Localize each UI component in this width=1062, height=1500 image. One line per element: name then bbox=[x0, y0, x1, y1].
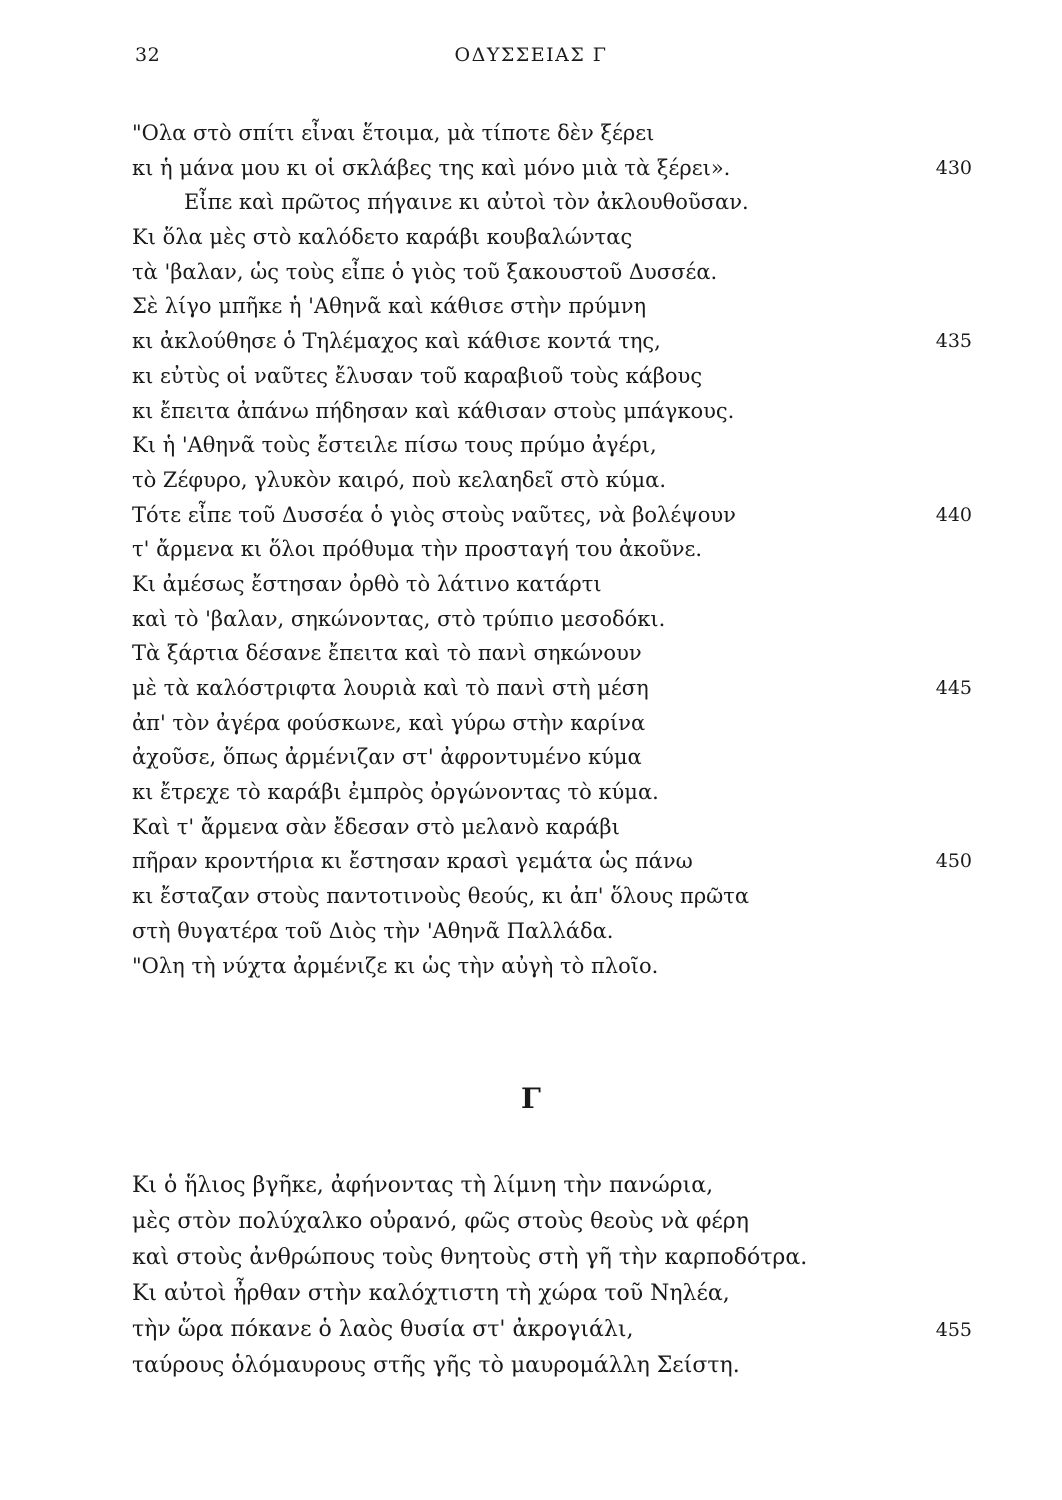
verse-text: μὲς στὸν πολύχαλκο οὐρανό, φῶς στοὺς θεοὺς νὰ φέρη bbox=[132, 1209, 749, 1234]
verse-text: Εἶπε καὶ πρῶτος πήγαινε κι αὐτοὶ τὸν ἀκλουθοῦσαν. bbox=[184, 190, 749, 215]
page-number: 32 bbox=[135, 44, 161, 66]
verse-text: τὸ Ζέφυρο, γλυκὸν καιρό, ποὺ κελαηδεῖ στὸ κύμα. bbox=[132, 467, 666, 492]
verse-text: "Ολη τὴ νύχτα ἀρμένιζε κι ὡς τὴν αὐγὴ τὸ πλοῖο. bbox=[132, 953, 659, 978]
verse-text: κι ἡ μάνα μου κι οἱ σκλάβες της καὶ μόνο μιὰ τὰ ξέρει». bbox=[132, 155, 731, 180]
verse-text: καὶ τὸ 'βαλαν, σηκώνοντας, στὸ τρύπιο μεσοδόκι. bbox=[132, 606, 666, 631]
verse-line bbox=[132, 914, 972, 949]
verse-text: ἀπ' τὸν ἀγέρα φούσκωνε, καὶ γύρω στὴν καρίνα bbox=[132, 710, 646, 735]
line-number: 440 bbox=[935, 503, 972, 526]
verse-text: κι ἔπειτα ἀπάνω πήδησαν καὶ κάθισαν στοὺς μπάγκους. bbox=[132, 398, 735, 423]
verse-line bbox=[132, 428, 972, 463]
verse-text: Κι ἡ 'Αθηνᾶ τοὺς ἔστειλε πίσω τους πρύμο ἀγέρι, bbox=[132, 433, 657, 458]
verse-line bbox=[132, 1312, 972, 1348]
verse-text: στὴ θυγατέρα τοῦ Διὸς τὴν 'Αθηνᾶ Παλλάδα. bbox=[132, 918, 614, 943]
book-heading: Γ bbox=[521, 1082, 541, 1115]
verse-text: πῆραν κροντήρια κι ἔστησαν κρασὶ γεμάτα ὡς πάνω bbox=[132, 849, 693, 874]
verse-line bbox=[132, 394, 972, 429]
verse-line bbox=[132, 775, 972, 810]
line-number: 445 bbox=[935, 677, 972, 699]
verse-text: κι ἔσταζαν στοὺς παντοτινοὺς θεούς, κι ἀπ' ὅλους πρῶτα bbox=[132, 884, 750, 909]
running-title: ΟΔΥΣΣΕΙΑΣ Γ bbox=[454, 44, 608, 66]
verse-line bbox=[132, 636, 972, 671]
verse-text: τὰ 'βαλαν, ὡς τοὺς εἶπε ὁ γιὸς τοῦ ξακουστοῦ Δυσσέα. bbox=[132, 259, 718, 284]
verse-text: Κι ἀμέσως ἔστησαν ὀρθὸ τὸ λάτινο κατάρτι bbox=[132, 571, 602, 596]
verse-line bbox=[132, 220, 972, 255]
verse-line bbox=[132, 844, 972, 879]
verse-line bbox=[132, 1240, 972, 1276]
line-number: 455 bbox=[935, 1319, 972, 1341]
verse-text: κι ἀκλούθησε ὁ Τηλέμαχος καὶ κάθισε κοντά της, bbox=[132, 329, 661, 354]
verse-text: Τὰ ξάρτια δέσανε ἔπειτα καὶ τὸ πανὶ σηκώνουν bbox=[132, 641, 642, 666]
verse-block-1 bbox=[132, 116, 972, 983]
verse-line bbox=[132, 532, 972, 567]
verse-line bbox=[132, 324, 972, 359]
verse-block-2 bbox=[132, 1168, 972, 1384]
verse-line bbox=[132, 949, 972, 984]
verse-text: καὶ στοὺς ἀνθρώπους τοὺς θνητοὺς στὴ γῆ τὴν καρποδότρα. bbox=[132, 1245, 808, 1270]
verse-line bbox=[132, 255, 972, 290]
verse-line bbox=[132, 116, 972, 151]
line-number: 430 bbox=[935, 156, 972, 179]
verse-line bbox=[132, 706, 972, 741]
verse-text: Κι αὐτοὶ ἦρθαν στὴν καλόχτιστη τὴ χώρα τοῦ Νηλέα, bbox=[132, 1281, 730, 1306]
verse-line bbox=[132, 359, 972, 394]
verse-line bbox=[132, 463, 972, 498]
verse-line bbox=[132, 151, 972, 186]
verse-text: ἀχοῦσε, ὅπως ἀρμένιζαν στ' ἀφροντυμένο κύμα bbox=[132, 745, 642, 770]
verse-line bbox=[132, 1204, 972, 1240]
verse-line bbox=[132, 810, 972, 845]
verse-line bbox=[132, 602, 972, 637]
verse-text: Καὶ τ' ἄρμενα σὰν ἔδεσαν στὸ μελανὸ καράβι bbox=[132, 814, 620, 839]
verse-line bbox=[132, 289, 972, 324]
verse-text: κι ἔτρεχε τὸ καράβι ἐμπρὸς ὀργώνοντας τὸ κύμα. bbox=[132, 780, 659, 805]
verse-line bbox=[132, 671, 972, 706]
verse-line bbox=[132, 498, 972, 533]
verse-text: ταύρους ὁλόμαυρους στῆς γῆς τὸ μαυρομάλλη Σείστη. bbox=[132, 1353, 740, 1378]
line-number: 435 bbox=[935, 330, 972, 353]
verse-text: μὲ τὰ καλόστριφτα λουριὰ καὶ τὸ πανὶ στὴ μέση bbox=[132, 676, 649, 700]
verse-text: τὴν ὥρα πόκανε ὁ λαὸς θυσία στ' ἀκρογιάλι, bbox=[132, 1317, 634, 1342]
verse-line bbox=[132, 1168, 972, 1204]
verse-line bbox=[132, 185, 972, 220]
verse-text: κι εὐτὺς οἱ ναῦτες ἔλυσαν τοῦ καραβιοῦ τοὺς κάβους bbox=[132, 363, 703, 388]
verse-text: τ' ἄρμενα κι ὅλοι πρόθυμα τὴν προσταγή του ἀκοῦνε. bbox=[132, 537, 703, 562]
verse-text: Τότε εἶπε τοῦ Δυσσέα ὁ γιὸς στοὺς ναῦτες, νὰ βολέψουν bbox=[132, 502, 736, 527]
verse-text: Κι ὁ ἥλιος βγῆκε, ἀφήνοντας τὴ λίμνη τὴν πανώρια, bbox=[132, 1173, 714, 1198]
verse-line bbox=[132, 879, 972, 914]
verse-line bbox=[132, 1348, 972, 1384]
verse-text: Σὲ λίγο μπῆκε ἡ 'Αθηνᾶ καὶ κάθισε στὴν πρύμνη bbox=[132, 294, 647, 319]
verse-text: "Ολα στὸ σπίτι εἶναι ἕτοιμα, μὰ τίποτε δὲν ξέρει bbox=[132, 121, 655, 145]
verse-line bbox=[132, 1276, 972, 1312]
line-number: 450 bbox=[935, 850, 972, 873]
verse-text: Κι ὅλα μὲς στὸ καλόδετο καράβι κουβαλώντας bbox=[132, 225, 633, 250]
verse-line bbox=[132, 567, 972, 602]
verse-line bbox=[132, 740, 972, 775]
